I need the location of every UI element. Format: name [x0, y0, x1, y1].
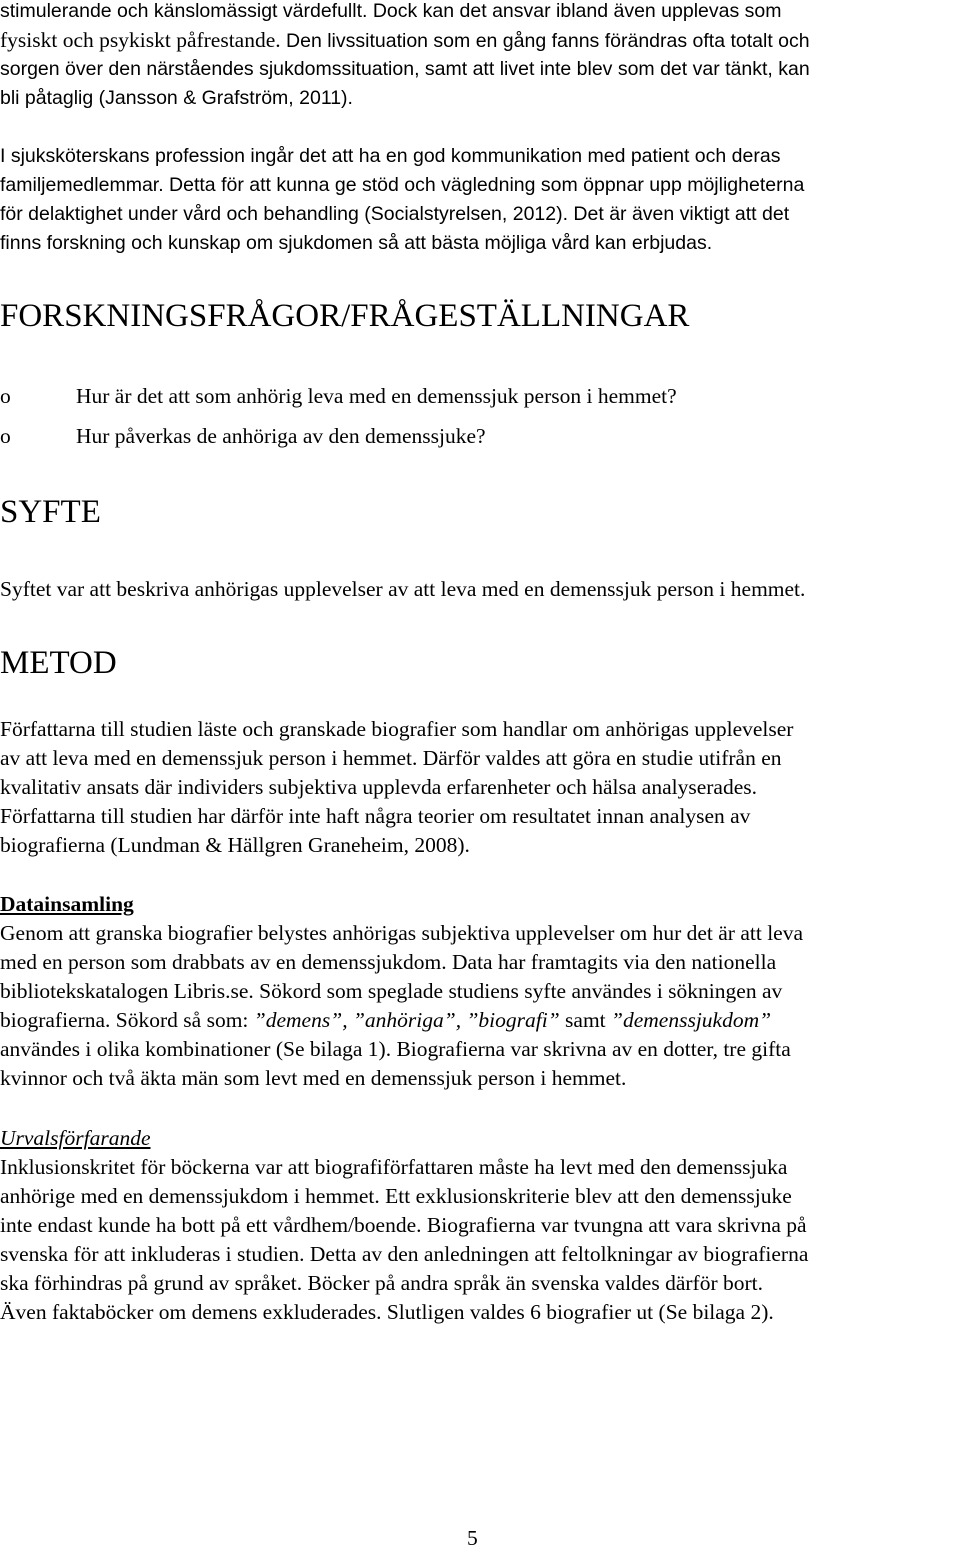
paragraph-line: kvinnor och två äkta män som levt med en demenssjuk person i hemmet.	[0, 1066, 627, 1090]
paragraph-line: familjemedlemmar. Detta för att kunna ge stöd och vägledning som öppnar upp möjligheterna	[0, 174, 805, 196]
paragraph-line: Syftet var att beskriva anhörigas upplevelser av att leva med en demenssjuk person i hemmet.	[0, 577, 806, 601]
search-line-prefix: biografierna. Sökord så som:	[0, 1008, 254, 1032]
selection-section	[0, 1124, 960, 1327]
paragraph-line: bibliotekskatalogen Libris.se. Sökord som speglade studiens syfte användes i sökningen av	[0, 979, 783, 1003]
method-paragraph	[0, 715, 960, 860]
search-separator: ,	[342, 1008, 353, 1032]
paragraph-line: Även faktaböcker om demens exkluderades. Slutligen valdes 6 biografier ut (Se bilaga 2).	[0, 1300, 774, 1324]
selection-heading: Urvalsförfarande	[0, 1126, 151, 1150]
search-term: ”anhöriga”	[352, 1008, 456, 1032]
paragraph-line: finns forskning och kunskap om sjukdomen så att bästa möjliga vård kan erbjudas.	[0, 232, 713, 254]
research-question-text: Hur påverkas de anhöriga av den demenssjuke?	[76, 424, 486, 448]
paragraph-line: biografierna (Lundman & Hällgren Graneheim, 2008).	[0, 833, 470, 857]
purpose-paragraph	[0, 575, 960, 604]
paragraph-line: bli påtaglig (Jansson & Grafström, 2011).	[0, 87, 353, 109]
paragraph-line-part	[0, 30, 810, 52]
intro-paragraph	[0, 0, 960, 113]
page-number: 5	[467, 1526, 478, 1550]
paragraph-line: användes i olika kombinationer (Se bilaga 1). Biografierna var skrivna av en dotter, tre gifta	[0, 1037, 791, 1061]
paragraph-line-part: fysiskt och psykiskt påfrestande.	[0, 28, 287, 52]
search-separator: ,	[455, 1008, 467, 1032]
bullet-icon: o	[0, 384, 11, 408]
paragraph-line: stimulerande och känslomässigt värdefullt. Dock kan det ansvar ibland även upplevas som	[0, 0, 782, 22]
search-term: ”biografi”	[466, 1008, 560, 1032]
paragraph-line: Inklusionskritet för böckerna var att biografiförfattaren måste ha levt med den demenssjuka	[0, 1155, 788, 1179]
search-term: ”demenssjukdom”	[611, 1008, 772, 1032]
research-question-item	[0, 382, 677, 411]
search-term: ”demens”	[253, 1008, 343, 1032]
data-collection-section	[0, 890, 960, 1093]
purpose-heading: SYFTE	[0, 494, 101, 530]
data-collection-heading: Datainsamling	[0, 892, 134, 916]
paragraph-line: av att leva med en demenssjuk person i hemmet. Därför valdes att göra en studie utifrån en	[0, 746, 782, 770]
bullet-icon: o	[0, 424, 11, 448]
paragraph-line: anhörige med en demenssjukdom i hemmet. Ett exklusionskriterie blev att den demenssjuke	[0, 1184, 792, 1208]
paragraph-line	[0, 1006, 960, 1035]
paragraph-line: Författarna till studien har därför inte haft några teorier om resultatet innan analysen av	[0, 804, 751, 828]
paragraph-line: ska förhindras på grund av språket. Böcker på andra språk än svenska valdes därför bort.	[0, 1271, 763, 1295]
paragraph-line-part: Den livssituation som en gång fanns förändras ofta totalt och	[286, 30, 810, 52]
paragraph-line: sorgen över den närståendes sjukdomssituation, samt att livet inte blev som det var tänkt, kan	[0, 58, 810, 80]
method-heading: METOD	[0, 645, 117, 681]
paragraph-line: Genom att granska biografier belystes anhörigas subjektiva upplevelser om hur det är att leva	[0, 921, 804, 945]
paragraph-line: svenska för att inkluderas i studien. Detta av den anledningen att feltolkningar av biografierna	[0, 1242, 809, 1266]
nursing-paragraph	[0, 142, 960, 258]
research-question-text: Hur är det att som anhörig leva med en demenssjuk person i hemmet?	[76, 384, 677, 408]
search-line-mid: samt	[559, 1008, 612, 1032]
research-questions-heading: FORSKNINGSFRÅGOR/FRÅGESTÄLLNINGAR	[0, 298, 690, 334]
paragraph-line: I sjuksköterskans profession ingår det att ha en god kommunikation med patient och deras	[0, 145, 781, 167]
paragraph-line: Författarna till studien läste och granskade biografier som handlar om anhörigas upplevelser	[0, 717, 794, 741]
paragraph-line: med en person som drabbats av en demenssjukdom. Data har framtagits via den nationella	[0, 950, 777, 974]
paragraph-line: inte endast kunde ha bott på ett vårdhem/boende. Biografierna var tvungna att vara skrivna på	[0, 1213, 807, 1237]
paragraph-line: kvalitativ ansats där individers subjektiva upplevda erfarenheter och hälsa analyserades.	[0, 775, 757, 799]
paragraph-line	[0, 26, 960, 55]
research-question-item	[0, 422, 486, 451]
paragraph-line: för delaktighet under vård och behandling (Socialstyrelsen, 2012). Det är även viktigt att det	[0, 203, 790, 225]
